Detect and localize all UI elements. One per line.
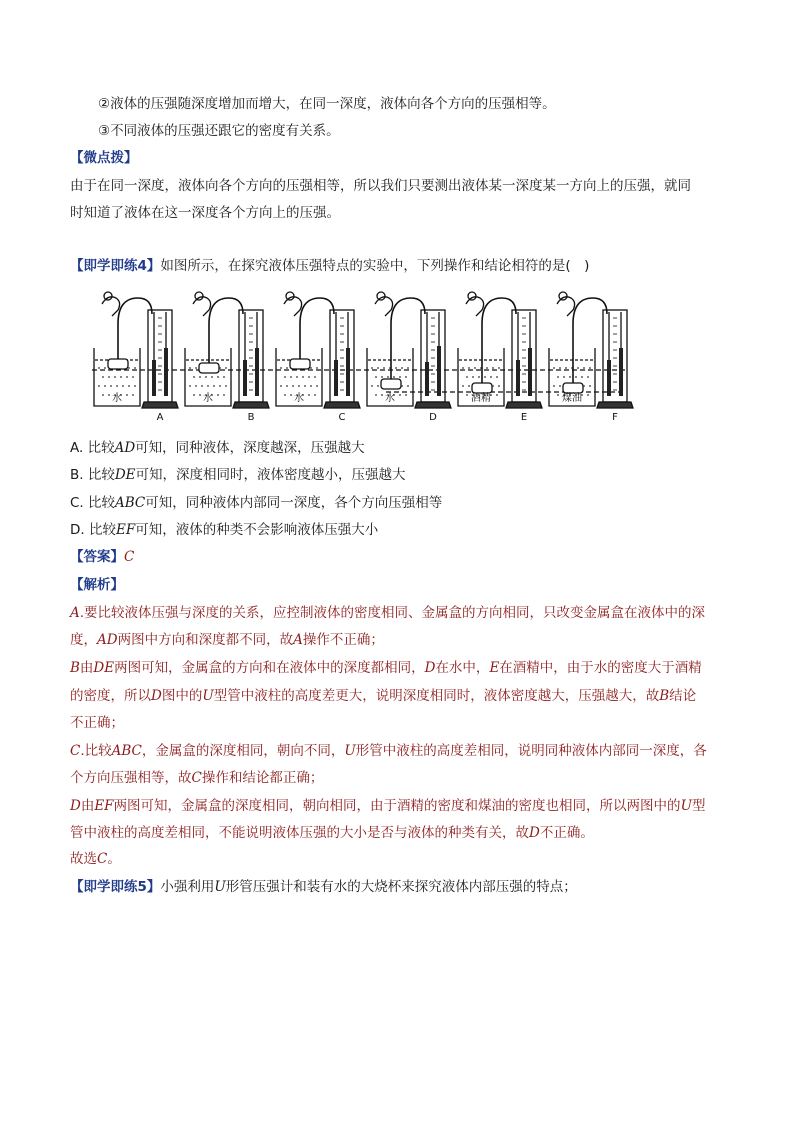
analysis-c-1: C.比较ABC，金属盒的深度相同，朝向不同，U形管中液柱的高度差相同，说明同种液体内部同一深度，各 bbox=[70, 743, 707, 759]
manometer-left-liquid bbox=[425, 362, 429, 396]
analysis-a-1: A.要比较液体压强与深度的关系，应控制液体的密度相同、金属盒的方向相同，只改变金属盒在液体中的深 bbox=[70, 605, 706, 621]
manometer-left-liquid bbox=[152, 360, 156, 396]
rubber-tube bbox=[391, 298, 425, 379]
hand-knuckle bbox=[286, 292, 294, 300]
manometer-frame bbox=[603, 310, 627, 402]
analysis-b-3: 不正确； bbox=[70, 715, 124, 731]
metal-probe bbox=[290, 359, 310, 369]
hand bbox=[557, 297, 575, 316]
hand-knuckle bbox=[559, 292, 567, 300]
manometer-base bbox=[415, 402, 451, 408]
analysis-b-2: 的密度，所以D图中的U型管中液柱的高度差更大，说明深度相同时，液体密度越大，压强越大，故B结论 bbox=[70, 688, 697, 704]
analysis-b-1: B由DE两图可知，金属盒的方向和在液体中的深度都相同，D在水中，E在酒精中，由于水的密度大于酒精 bbox=[70, 660, 702, 676]
experiment-unit-e bbox=[458, 292, 542, 423]
liquid-label: 水 bbox=[203, 393, 213, 404]
manometer-right-liquid bbox=[437, 346, 441, 396]
experiment-figure bbox=[86, 284, 634, 424]
manometer-frame bbox=[512, 310, 536, 402]
analysis-d-1: D由EF两图可知，金属盒的深度相同，朝向相同，由于酒精的密度和煤油的密度也相同，所以两图中的U型 bbox=[70, 798, 706, 814]
answer-line: 【答案】C bbox=[70, 549, 135, 565]
manometer-base bbox=[233, 402, 269, 408]
manometer-right-liquid bbox=[619, 348, 623, 396]
manometer-right-liquid bbox=[164, 348, 168, 396]
option-a: A. 比较AD可知，同种液体，深度越深，压强越大 bbox=[70, 440, 365, 456]
manometer-right-liquid bbox=[255, 348, 259, 396]
intro-line-3: ③不同液体的压强还跟它的密度有关系。 bbox=[98, 123, 340, 139]
hand-knuckle bbox=[377, 292, 385, 300]
option-d: D. 比较EF可知，液体的种类不会影响液体压强大小 bbox=[70, 522, 379, 538]
tip-text-2: 时知道了液体在这一深度各个方向上的压强。 bbox=[70, 205, 340, 221]
manometer-base bbox=[142, 402, 178, 408]
rubber-tube bbox=[209, 298, 243, 363]
metal-probe bbox=[199, 363, 219, 373]
liquid-label: 煤油 bbox=[562, 393, 582, 404]
rubber-tube bbox=[300, 298, 334, 359]
experiment-svg bbox=[86, 284, 634, 424]
tip-heading: 【微点拨】 bbox=[70, 150, 138, 166]
analysis-heading: 【解析】 bbox=[70, 577, 124, 593]
hand bbox=[466, 297, 484, 316]
experiment-unit-a bbox=[94, 292, 178, 423]
experiment-unit-d bbox=[367, 292, 451, 423]
final-choice: 故选C。 bbox=[70, 851, 121, 867]
metal-probe bbox=[563, 383, 583, 393]
experiment-unit-f bbox=[549, 292, 633, 423]
rubber-tube bbox=[118, 298, 152, 359]
manometer-left-liquid bbox=[243, 360, 247, 396]
unit-label: B bbox=[247, 412, 255, 423]
analysis-d-2: 管中液柱的高度差相同，不能说明液体压强的大小是否与液体的种类有关，故D不正确。 bbox=[70, 825, 594, 841]
manometer-left-liquid bbox=[334, 360, 338, 396]
liquid-label: 水 bbox=[294, 393, 304, 404]
hand bbox=[102, 297, 120, 316]
hand bbox=[375, 297, 393, 316]
hand bbox=[193, 297, 211, 316]
metal-probe bbox=[381, 379, 401, 389]
manometer-frame bbox=[421, 310, 445, 402]
question-4-stem: 【即学即练4】如图所示，在探究液体压强特点的实验中，下列操作和结论相符的是( ) bbox=[70, 258, 590, 274]
manometer-frame bbox=[239, 310, 263, 402]
manometer-frame bbox=[148, 310, 172, 402]
tip-text-1: 由于在同一深度，液体向各个方向的压强相等，所以我们只要测出液体某一深度某一方向上的压强，就同 bbox=[70, 178, 691, 194]
manometer-base bbox=[597, 402, 633, 408]
hand-knuckle bbox=[104, 292, 112, 300]
hand-knuckle bbox=[195, 292, 203, 300]
unit-label: E bbox=[520, 412, 528, 423]
liquid-label: 酒精 bbox=[471, 393, 491, 404]
option-b: B. 比较DE可知，深度相同时，液体密度越小，压强越大 bbox=[70, 467, 406, 483]
manometer-base bbox=[324, 402, 360, 408]
analysis-a-2: 度，AD两图中方向和深度都不同，故A操作不正确； bbox=[70, 632, 384, 648]
unit-label: A bbox=[156, 412, 164, 423]
unit-label: F bbox=[612, 412, 618, 423]
hand-knuckle bbox=[468, 292, 476, 300]
intro-line-2: ②液体的压强随深度增加而增大，在同一深度，液体向各个方向的压强相等。 bbox=[98, 96, 556, 112]
liquid-label: 水 bbox=[385, 393, 395, 404]
manometer-base bbox=[506, 402, 542, 408]
manometer-right-liquid bbox=[528, 348, 532, 396]
metal-probe bbox=[108, 359, 128, 369]
unit-label: D bbox=[429, 412, 437, 423]
question-5-stem: 【即学即练5】小强利用U形管压强计和装有水的大烧杯来探究液体内部压强的特点； bbox=[70, 879, 577, 895]
experiment-unit-c bbox=[276, 292, 360, 423]
unit-label: C bbox=[338, 412, 346, 423]
option-c: C. 比较ABC可知，同种液体内部同一深度，各个方向压强相等 bbox=[70, 495, 443, 511]
manometer-left-liquid bbox=[516, 360, 520, 396]
manometer-frame bbox=[330, 310, 354, 402]
metal-probe bbox=[472, 383, 492, 393]
analysis-c-2: 个方向压强相等，故C操作和结论都正确； bbox=[70, 770, 324, 786]
liquid-label: 水 bbox=[112, 393, 122, 404]
hand bbox=[284, 297, 302, 316]
experiment-unit-b bbox=[185, 292, 269, 423]
manometer-left-liquid bbox=[607, 360, 611, 396]
manometer-right-liquid bbox=[346, 348, 350, 396]
